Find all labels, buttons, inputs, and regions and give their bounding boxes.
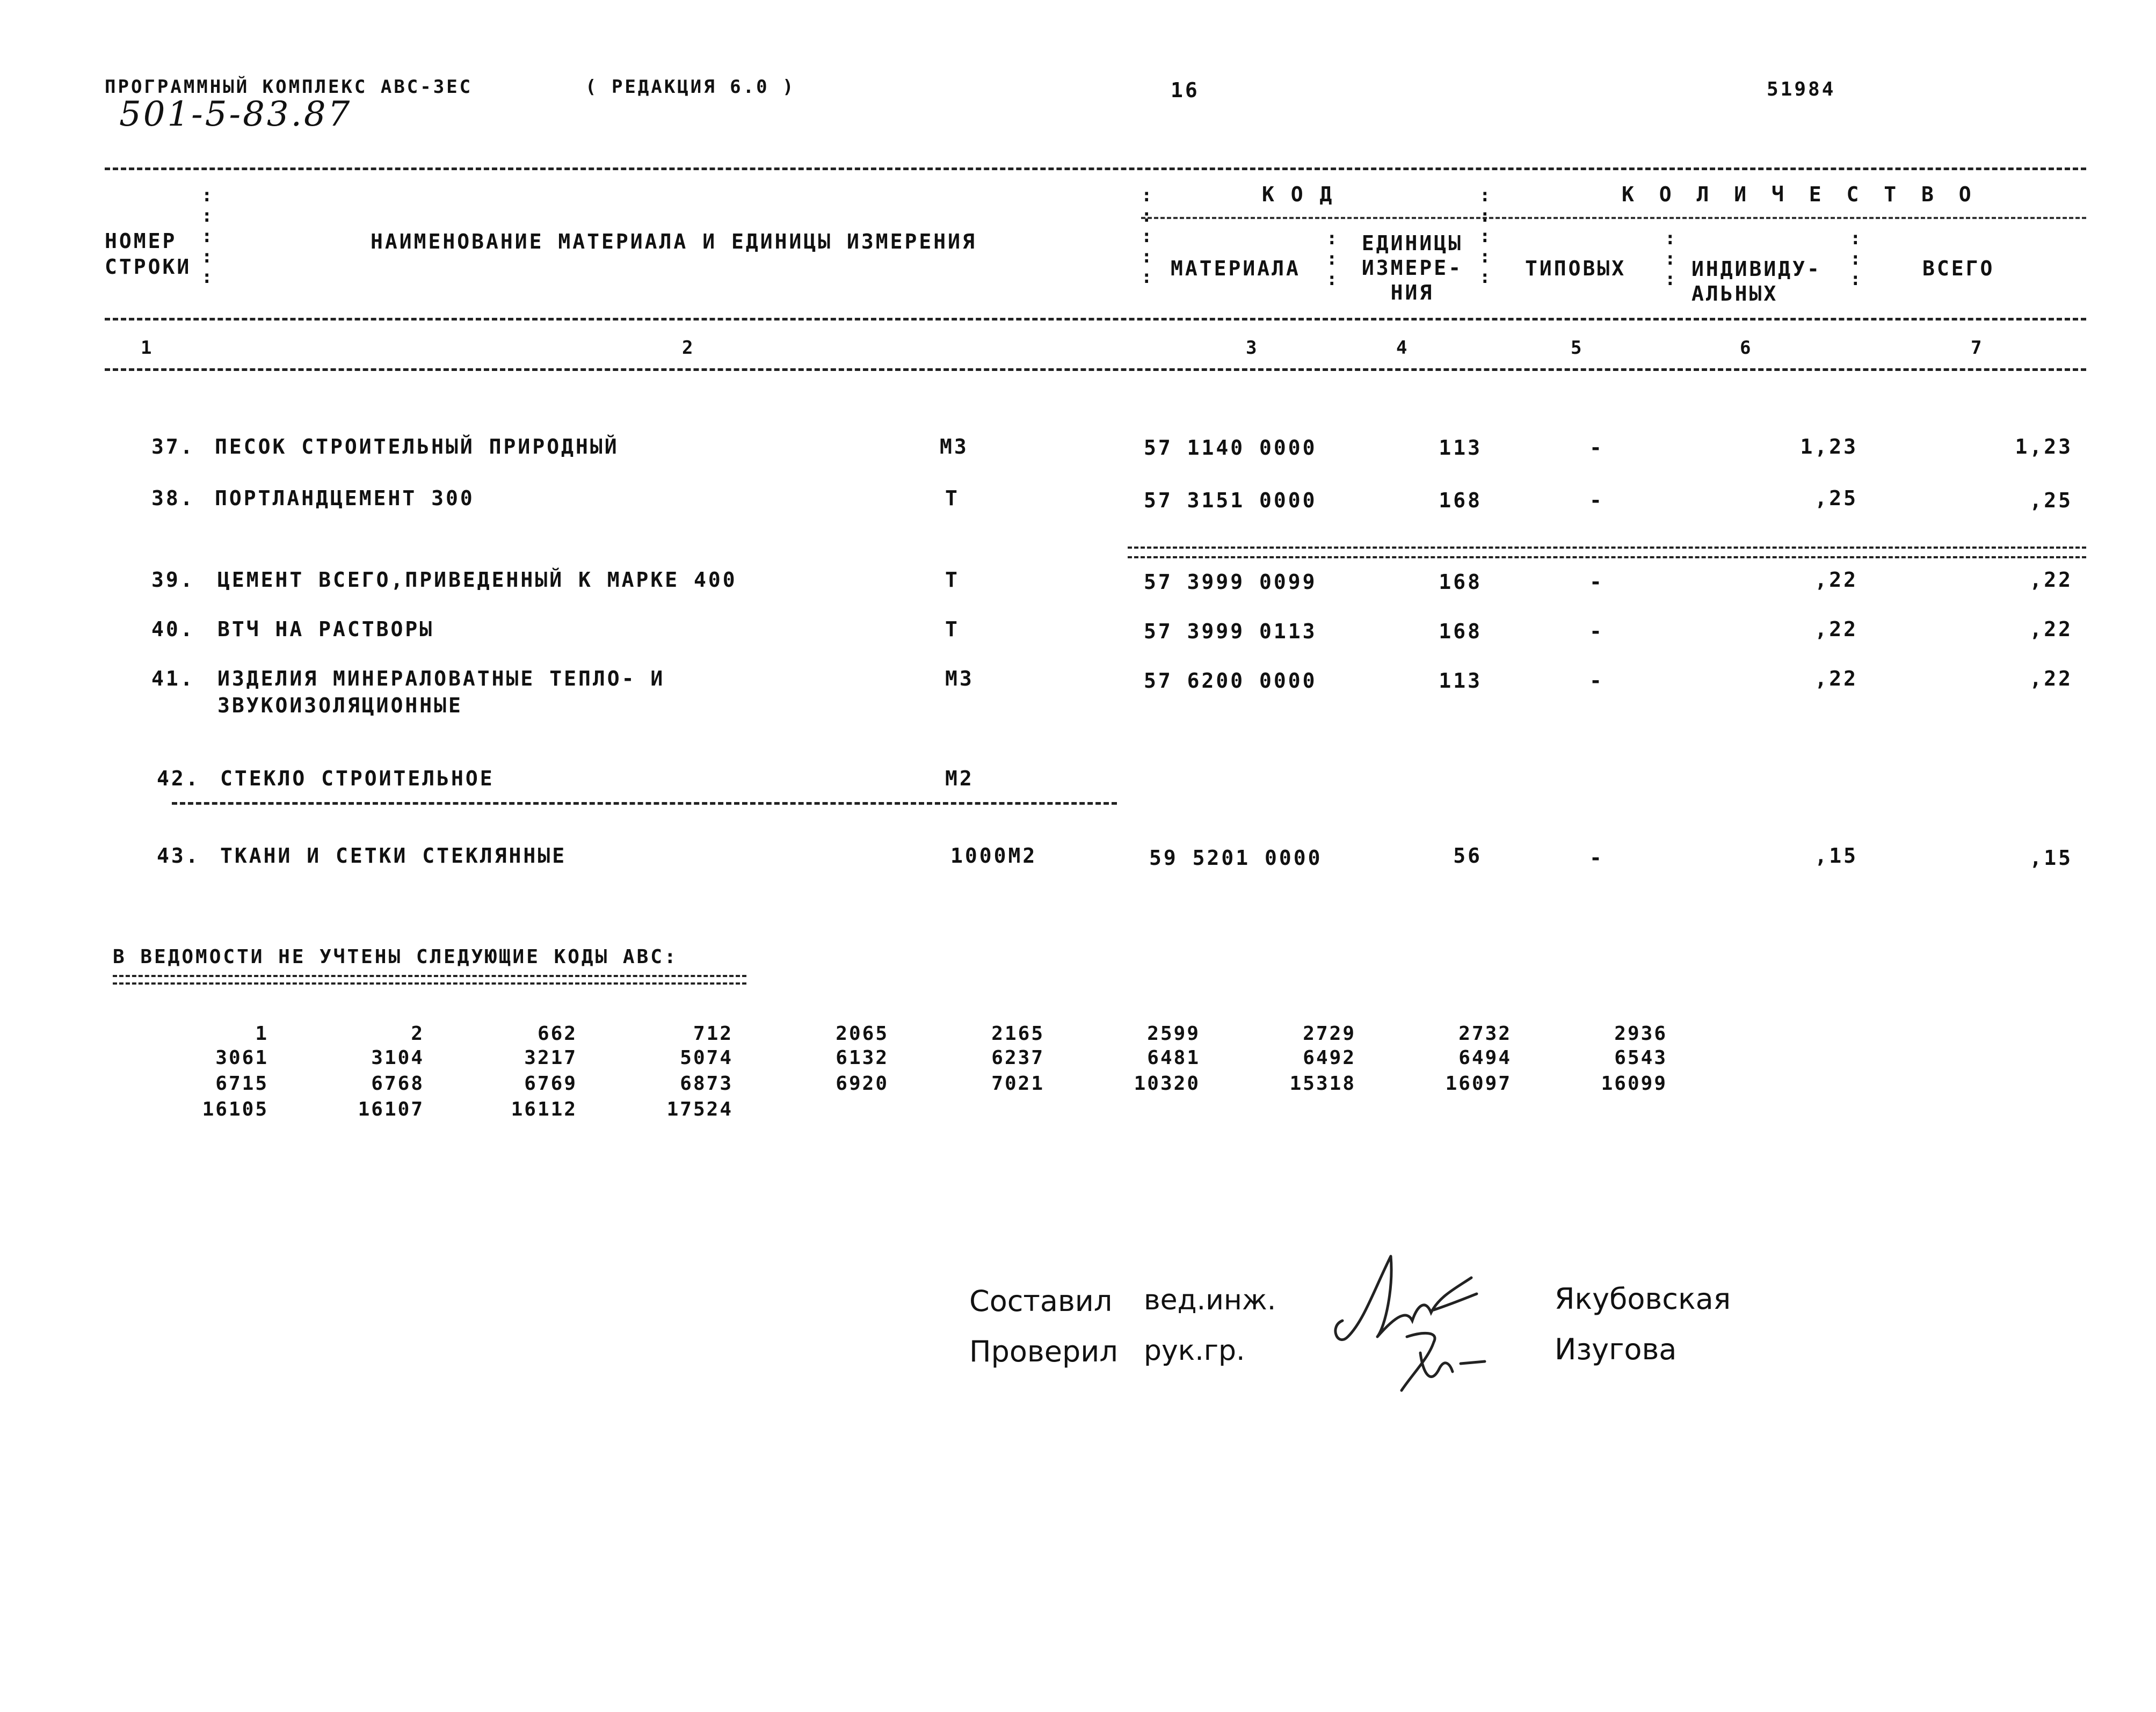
code-value: 662 — [537, 1023, 577, 1045]
individual-qty: 1,23 — [1800, 435, 1858, 458]
col-header-total: ВСЕГО — [1922, 257, 1995, 280]
program-title: ПРОГРАММНЫЙ КОМПЛЕКС АВС-ЗЕС — [105, 76, 473, 98]
individual-qty: ,22 — [1814, 617, 1858, 641]
code-value: 2732 — [1458, 1023, 1512, 1045]
compiled-label: Составил — [969, 1284, 1113, 1318]
col-separator: : : : : : — [1141, 185, 1152, 288]
code-value: 16097 — [1445, 1073, 1512, 1095]
code-value: 6543 — [1614, 1047, 1667, 1069]
row-number: 43. — [157, 844, 200, 868]
material-code: 57 6200 0000 — [1144, 669, 1317, 693]
code-value: 6481 — [1147, 1047, 1200, 1069]
header-bottom-rule — [105, 318, 2086, 320]
material-name: ПЕСОК СТРОИТЕЛЬНЫЙ ПРИРОДНЫЙ — [215, 435, 619, 458]
material-name: ВТЧ НА РАСТВОРЫ — [217, 617, 434, 641]
handwritten-project-number: 501-5-83.87 — [119, 94, 352, 134]
document-code: 51984 — [1767, 78, 1836, 100]
unit-code: 168 — [1439, 489, 1482, 512]
code-value: 7021 — [991, 1073, 1044, 1095]
code-value: 17524 — [666, 1098, 733, 1120]
code-value: 16099 — [1601, 1073, 1667, 1095]
compiled-name: Якубовская — [1555, 1282, 1731, 1316]
col-header-unit-code: ЕДИНИЦЫ ИЗМЕРЕ- НИЯ — [1361, 231, 1463, 304]
double-rule — [1128, 547, 2086, 558]
code-value: 3061 — [215, 1047, 268, 1069]
code-value: 15318 — [1289, 1073, 1356, 1095]
code-value: 3104 — [371, 1047, 424, 1069]
individual-qty: ,22 — [1814, 667, 1858, 690]
col-number: 5 — [1571, 337, 1584, 359]
unit: Т — [945, 568, 960, 592]
col-header-individual: ИНДИВИДУ- АЛЬНЫХ — [1692, 257, 1821, 305]
typical-qty: - — [1589, 570, 1604, 594]
total-qty: ,22 — [2029, 667, 2073, 690]
col-separator: : : : — [1326, 228, 1338, 290]
code-value: 2729 — [1303, 1023, 1356, 1045]
unit: Т — [945, 486, 960, 510]
material-name: СТЕКЛО СТРОИТЕЛЬНОЕ — [220, 767, 495, 790]
table-top-rule — [105, 167, 2086, 170]
unit: М3 — [940, 435, 969, 458]
code-value: 16107 — [358, 1098, 424, 1120]
code-value: 2165 — [991, 1023, 1044, 1045]
total-qty: ,22 — [2029, 568, 2073, 592]
code-value: 6715 — [215, 1073, 268, 1095]
col-header-name: НАИМЕНОВАНИЕ МАТЕРИАЛА И ЕДИНИЦЫ ИЗМЕРЕНИЯ — [371, 230, 977, 253]
typical-qty: - — [1589, 669, 1604, 693]
typical-qty: - — [1589, 620, 1604, 643]
col-number: 1 — [141, 337, 154, 359]
edition-label: ( РЕДАКЦИЯ 6.0 ) — [585, 76, 796, 98]
code-value: 6768 — [371, 1073, 424, 1095]
code-value: 16105 — [202, 1098, 268, 1120]
title-double-underline — [113, 975, 746, 985]
col-header-typical: ТИПОВЫХ — [1525, 257, 1627, 280]
row-underline — [172, 802, 1117, 805]
handwritten-signature-checked — [1391, 1326, 1498, 1401]
code-group-rule — [1141, 217, 2086, 219]
code-value: 10320 — [1134, 1073, 1200, 1095]
unit: 1000М2 — [950, 844, 1037, 868]
code-value: 5074 — [680, 1047, 733, 1069]
unit-code: 56 — [1453, 844, 1482, 868]
total-qty: ,25 — [2029, 489, 2073, 512]
code-value: 6237 — [991, 1047, 1044, 1069]
col-separator: : : : — [1665, 228, 1676, 290]
material-name: ИЗДЕЛИЯ МИНЕРАЛОВАТНЫЕ ТЕПЛО- И — [217, 667, 665, 690]
unit: М3 — [945, 667, 974, 690]
page-number: 16 — [1171, 78, 1200, 102]
col-number: 4 — [1396, 337, 1410, 359]
unit-code: 168 — [1439, 570, 1482, 594]
code-value: 3217 — [524, 1047, 577, 1069]
unit: Т — [945, 617, 960, 641]
code-value: 6920 — [836, 1073, 889, 1095]
typical-qty: - — [1589, 846, 1604, 870]
col-header-row-number: НОМЕР СТРОКИ — [105, 229, 192, 279]
checked-label: Проверил — [969, 1335, 1118, 1368]
total-qty: ,15 — [2029, 846, 2073, 870]
material-name: ТКАНИ И СЕТКИ СТЕКЛЯННЫЕ — [220, 844, 567, 868]
code-value: 2936 — [1614, 1023, 1667, 1045]
unit-code: 113 — [1439, 436, 1482, 460]
col-header-quantity-group: К О Л И Ч Е С Т В О — [1622, 183, 1978, 206]
row-number: 42. — [157, 767, 200, 790]
col-header-material-code: МАТЕРИАЛА — [1171, 257, 1301, 280]
individual-qty: ,22 — [1814, 568, 1858, 592]
unit-code: 168 — [1439, 620, 1482, 643]
col-number: 2 — [682, 337, 695, 359]
code-value: 6494 — [1458, 1047, 1512, 1069]
unit: М2 — [945, 767, 974, 790]
row-number: 37. — [151, 435, 195, 458]
checked-name: Изугова — [1555, 1332, 1677, 1366]
code-value: 712 — [693, 1023, 733, 1045]
col-number: 3 — [1246, 337, 1259, 359]
row-number: 38. — [151, 486, 195, 510]
material-name: ЦЕМЕНТ ВСЕГО,ПРИВЕДЕННЫЙ К МАРКЕ 400 — [217, 568, 737, 592]
material-code: 57 3999 0113 — [1144, 620, 1317, 643]
code-value: 2065 — [836, 1023, 889, 1045]
individual-qty: ,25 — [1814, 486, 1858, 510]
code-value: 6873 — [680, 1073, 733, 1095]
material-name-continued: ЗВУКОИЗОЛЯЦИОННЫЕ — [217, 694, 463, 717]
material-code: 57 3999 0099 — [1144, 570, 1317, 594]
material-name: ПОРТЛАНДЦЕМЕНТ 300 — [215, 486, 475, 510]
code-value: 6132 — [836, 1047, 889, 1069]
col-header-code-group: К О Д — [1262, 183, 1334, 206]
row-number: 40. — [151, 617, 195, 641]
code-value: 2599 — [1147, 1023, 1200, 1045]
individual-qty: ,15 — [1814, 844, 1858, 868]
typical-qty: - — [1589, 489, 1604, 512]
compiled-role: вед.инж. — [1144, 1284, 1276, 1316]
row-number: 41. — [151, 667, 195, 690]
col-number-rule — [105, 368, 2086, 371]
code-value: 2 — [411, 1023, 424, 1045]
row-number: 39. — [151, 568, 195, 592]
material-code: 57 1140 0000 — [1144, 436, 1317, 460]
col-separator: : : : : : — [1479, 185, 1491, 288]
col-separator: : : : : : — [201, 185, 213, 288]
excluded-codes-title: В ВЕДОМОСТИ НЕ УЧТЕНЫ СЛЕДУЮЩИЕ КОДЫ АВС: — [113, 946, 678, 968]
total-qty: ,22 — [2029, 617, 2073, 641]
code-value: 1 — [255, 1023, 268, 1045]
checked-role: рук.гр. — [1144, 1335, 1245, 1367]
col-separator: : : : — [1850, 228, 1861, 290]
code-value: 16112 — [511, 1098, 577, 1120]
col-number: 7 — [1971, 337, 1984, 359]
typical-qty: - — [1589, 436, 1604, 460]
code-value: 6769 — [524, 1073, 577, 1095]
unit-code: 113 — [1439, 669, 1482, 693]
material-code: 57 3151 0000 — [1144, 489, 1317, 512]
code-value: 6492 — [1303, 1047, 1356, 1069]
material-code: 59 5201 0000 — [1149, 846, 1323, 870]
col-number: 6 — [1740, 337, 1753, 359]
total-qty: 1,23 — [2015, 435, 2073, 458]
